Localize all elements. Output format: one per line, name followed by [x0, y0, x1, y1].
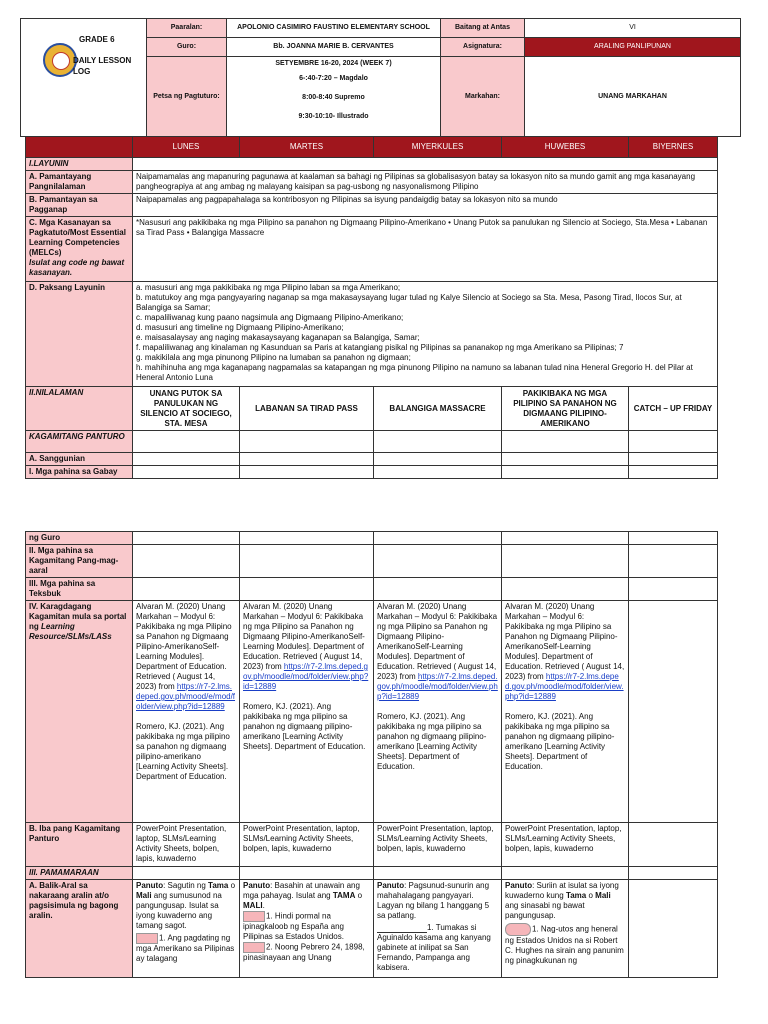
answer-oval-icon[interactable] [505, 923, 531, 936]
topic-miyerkules: BALANGIGA MASSACRE [374, 387, 502, 431]
reference-link[interactable]: https://r7-2.lms.deped.gov.ph/moodle/mod/folder/view.php?id=12889 [243, 662, 369, 691]
objective-item: c. mapaliliwanag kung paano nagsimula ang Digmaang Pilipino-Amerikano; [136, 313, 404, 322]
topic-huwebes: PAKIKIBAKA NG MGA PILIPINO SA PANAHON NG DIGMAANG PILIPINO-AMERIKANO [502, 387, 629, 431]
panuto-text: : Suriin at isulat sa iyong kuwaderno kung [505, 881, 619, 900]
guro-value: Bb. JOANNA MARIE B. CERVANTES [227, 38, 441, 57]
reference-text-2: Romero, KJ. (2021). Ang pakikibaka ng mga pilipino sa panahon ng digmaang pilipino-amerikano [Learning Activity Sheets]. Department of Education. [136, 722, 230, 781]
melc-label: C. Mga Kasanayan sa Pagkatuto/Most Essential Learning Competencies (MELCs) [29, 218, 126, 257]
topic-martes: LABANAN SA TIRAD PASS [240, 387, 374, 431]
paaralan-value: APOLONIO CASIMIRO FAUSTINO ELEMENTARY SCHOOL [227, 19, 441, 38]
reference-text-2: Romero, KJ. (2021). Ang pakikibaka ng mga pilipino sa panahon ng digmaang pilipino-amerikano [Learning Activity Sheets]. Department of Education. [377, 712, 487, 771]
reference-link[interactable]: https://r7-2.lms.deped.gov.ph/mood/e/mod/folder/view.php?id=12889 [136, 682, 236, 711]
mali-word: Mali [595, 891, 611, 900]
reference-text: Alvaran M. (2020) Unang Markahan – Modyul 6: Pakikibaka ng mga Pilipino sa Panahon ng Digmaang Pilipino-AmerikanoSelf-Learning Modules]. Department of Education. Retrieved ( August 14, 2023) from [377, 602, 498, 681]
question-item: 1. Tumakas si Aguinaldo kasama ang kanyang gabinete at inilipat sa San Fernando, Pampanga ang kabisera. [377, 923, 491, 972]
panuto-text: ang sumusunod na pangungusap. Isulat sa iyong kuwaderno ang tamang sagot. [136, 891, 222, 930]
panuto-text: ang sinasabi ng bawat pangungusap. [505, 901, 585, 920]
kagamitang-pang-mag-aaral-label: II. Mga pahina sa Kagamitang Pang-mag-aaral [26, 545, 133, 578]
iba-pang-kagamitan-label: B. Iba pang Kagamitang Panturo [26, 823, 133, 867]
baitang-label: Baitang at Antas [441, 19, 525, 38]
panuto-text: o [228, 881, 236, 890]
balik-aral-miyerkules [374, 880, 502, 978]
panuto-text: : Pagsunud-sunurin ang mahahalagang pangyayari. Lagyan ng bilang 1 hanggang 5 sa patlang. [377, 881, 490, 920]
gabay-guro-label-part1: I. Mga pahina sa Gabay [26, 466, 133, 479]
gabay-guro-label-part2: ng Guro [26, 532, 133, 545]
materials-huwebes: PowerPoint Presentation, laptop, SLMs/Learning Activity Sheets, bolpen, lapis, kuwaderno [502, 823, 629, 867]
reference-link[interactable]: https://r7-2.lms.deped.gov.ph/moodle/mod/folder/view.php?id=12889 [377, 672, 498, 701]
header-block [20, 18, 740, 136]
answer-box-icon[interactable] [243, 911, 265, 922]
petsa-slot-2: 8:00-8:40 Supremo [302, 94, 365, 101]
objective-item: e. maisasalaysay ang naging makasaysayang kaganapan sa Balangiga, Samar; [136, 333, 420, 342]
panuto-label: Panuto [243, 881, 271, 890]
answer-box-icon[interactable] [136, 933, 158, 944]
panuto-text: : Basahin at unawain ang mga pahayag. Isulat ang [243, 881, 360, 900]
materials-miyerkules: PowerPoint Presentation, laptop, SLMs/Learning Activity Sheets, bolpen, lapis, kuwaderno [374, 823, 502, 867]
melc-text: *Nasusuri ang pakikibaka ng mga Pilipino sa panahon ng Digmaang Pilipino-Amerikano • Unang Putok sa panulukan ng Silencio at Sociego, Sta.Mesa • Labanan sa Tirad Pass • Balangiga Massacre [133, 217, 718, 282]
mali-word: Mali [136, 891, 152, 900]
petsa-slot-1: 6-:40-7:20 – Magdalo [299, 75, 368, 82]
teksbuk-label: III. Mga pahina sa Teksbuk [26, 578, 133, 601]
markahan-value: UNANG MARKAHAN [525, 57, 741, 137]
karagdagang-kagamitan-text: IV. Karagdagang Kagamitan mula sa portal ng [29, 602, 127, 631]
answer-box-icon[interactable] [243, 942, 265, 953]
question-item: 1. Ang pagdating ng mga Amerikano sa Pilipinas ay talagang [136, 933, 235, 963]
reference-cell-miyerkules [374, 601, 502, 823]
karagdagang-kagamitan-label [26, 601, 133, 823]
day-lunes: LUNES [133, 137, 240, 158]
paksang-layunin-label: D. Paksang Layunin [26, 282, 133, 387]
petsa-value [227, 57, 441, 137]
tama-word: TAMA [332, 891, 356, 900]
reference-text: Alvaran M. (2020) Unang Markahan – Modyul 6: Pakikibaka ng mga Pilipino sa Panahon ng Digmaang Pilipino-AmerikanoSelf-Learning Modules]. Department of Education. Retrieved ( August 14, 2023) from [505, 602, 625, 681]
panuto-text: : Sagutin ng [163, 881, 209, 890]
guro-label: Guro: [147, 38, 227, 57]
grade-label: GRADE 6 [79, 35, 115, 44]
pamantayan-pagganap-text: Naipapamalas ang pagpapahalaga sa kontribosyon ng Pilipinas sa isyung pandaigdig batay sa lokasyon nito sa mundo [133, 194, 718, 217]
log-title: DAILY LESSON LOG [73, 56, 132, 76]
objective-item: a. masusuri ang mga pakikibaka ng mga Pilipino laban sa mga Amerikano; [136, 283, 401, 292]
balik-aral-huwebes [502, 880, 629, 978]
kagamitan-title: KAGAMITANG PANTURO [26, 431, 133, 453]
lesson-table-page-1 [25, 136, 717, 479]
balik-aral-lunes [133, 880, 240, 978]
pamantayang-pangnilalaman-label: A. Pamantayang Pangnilalaman [26, 171, 133, 194]
petsa-slot-3: 9:30-10:10- Illustrado [298, 113, 369, 120]
asignatura-value: ARALING PANLIPUNAN [525, 38, 741, 57]
question-item: 1. Hindi pormal na ipinagkaloob ng España ang Pilipinas sa Estados Unidos. [243, 911, 344, 941]
topic-biyernes: CATCH – UP FRIDAY [629, 387, 718, 431]
answer-blank[interactable] [377, 924, 427, 933]
petsa-week: SETYEMBRE 16-20, 2024 (WEEK 7) [275, 60, 392, 67]
day-miyerkules: MIYERKULES [374, 137, 502, 158]
karagdagang-kagamitan-ital: Learning Resource/SLMs/LASs [29, 622, 112, 641]
question-item: 1. Nag-utos ang heneral ng Estados Unidos na si Robert C. Hughes na sirain ang panunim ng pinagkukunan ng [505, 924, 624, 965]
reference-text-2: Romero, KJ. (2021). Ang pakikibaka ng mga pilipino sa panahon ng digmaang pilipino-amerikano [Learning Activity Sheets]. Department of Education. [243, 702, 366, 751]
balik-aral-martes [240, 880, 374, 978]
reference-text: Alvaran M. (2020) Unang Markahan – Modyul 6: Pakikibaka ng mga Pilipino sa Panahon ng Digmaang Pilipino-AmerikanoSelf-Learning Modules]. Department of Education. Retrieved ( August 14, 2023) from [136, 602, 232, 691]
pamantayan-pagganap-label: B. Pamantayan sa Pagganap [26, 194, 133, 217]
nilalaman-title: II.NILALAMAN [26, 387, 133, 431]
balik-aral-label: A. Balik-Aral sa nakaraang aralin at/o pagsisimula ng bagong aralin. [26, 880, 133, 978]
objective-item: h. mahihinuha ang mga kaganapang nagpamalas sa katapangan ng mga pinunong Pilipino na namuno sa labanan tulad nina Heneral Gregorio H. del Pilar at Heneral Antonio Luna [136, 363, 693, 382]
deped-logo-icon [43, 43, 77, 77]
reference-text: Alvaran M. (2020) Unang Markahan – Modyul 6: Pakikibaka ng mga Pilipino sa Panahon ng Digmaang Pilipino-AmerikanoSelf-Learning Modules]. Department of Education. Retrieved ( August 14, 2023) from [243, 602, 365, 671]
day-martes: MARTES [240, 137, 374, 158]
tama-word: Tama [565, 891, 587, 900]
mali-word: MALI [243, 901, 263, 910]
paaralan-label: Paaralan: [147, 19, 227, 38]
pamantayang-pangnilalaman-text: Naipamamalas ang mapanuring pagunawa at kaalaman sa bahagi ng Pilipinas sa globalisasyon batay sa lokasyon nito sa mundo gamit ang mga kasanayang pangheograpiya at ang ambag ng malayang kaisipan sa pag-usbong ng nasyonalismong Pilipino [133, 171, 718, 194]
panuto-label: Panuto [377, 881, 405, 890]
panuto-text: o [586, 891, 596, 900]
melc-note: Isulat ang code ng bawat kasanayan. [29, 258, 125, 277]
tama-word: Tama [208, 881, 229, 890]
reference-cell-martes [240, 601, 374, 823]
melc-label-cell [26, 217, 133, 282]
panuto-text: o [355, 891, 363, 900]
materials-lunes: PowerPoint Presentation, laptop, SLMs/Learning Activity Sheets, bolpen, lapis, kuwaderno [133, 823, 240, 867]
petsa-label: Petsa ng Pagtuturo: [147, 57, 227, 137]
markahan-label: Markahan: [441, 57, 525, 137]
reference-cell-huwebes [502, 601, 629, 823]
reference-link[interactable]: https://r7-2.lms.deped.gov.ph/moodle/mod/folder/view.php?id=12889 [505, 672, 624, 701]
reference-cell-lunes [133, 601, 240, 823]
layunin-title: I.LAYUNIN [26, 158, 133, 171]
asignatura-label: Asignatura: [441, 38, 525, 57]
objective-item: b. matutukoy ang mga pangyayaring naganap sa mga makasaysayang lugar tulad ng Kalye Silencio at Sociego sa Sta. Mesa, Pasong Tirad, Ilocos Sur, at Balangiga sa Samar; [136, 293, 682, 312]
sanggunian-label: A. Sanggunian [26, 453, 133, 466]
panuto-label: Panuto [505, 881, 533, 890]
reference-text-2: Romero, KJ. (2021). Ang pakikibaka ng mga pilipino sa panahon ng digmaang pilipino-amerikano [Learning Activity Sheets]. Department of Education. [505, 712, 615, 771]
day-huwebes: HUWEBES [502, 137, 629, 158]
question-item: 2. Noong Pebrero 24, 1898, pinasinayaan ang Unang [243, 942, 365, 962]
day-biyernes: BIYERNES [629, 137, 718, 158]
materials-martes: PowerPoint Presentation, laptop, SLMs/Learning Activity Sheets, bolpen, lapis, kuwaderno [240, 823, 374, 867]
objective-item: g. makikilala ang mga pinunong Pilipino na lumaban sa panahon ng digmaan; [136, 353, 411, 362]
objective-item: d. masusuri ang timeline ng Digmaang Pilipino-Amerikano; [136, 323, 344, 332]
baitang-value: VI [525, 19, 741, 38]
panuto-label: Panuto [136, 881, 164, 890]
topic-lunes: UNANG PUTOK SA PANULUKAN NG SILENCIO AT SOCIEGO, STA. MESA [133, 387, 240, 431]
lesson-table-page-2 [25, 531, 717, 978]
objective-item: f. mapaliliwanag ang kinalaman ng Kasunduan sa Paris at katangiang pisikal ng Pilipinas sa pananakop ng mga Amerikano sa Pilipinas; 7 [136, 343, 624, 352]
pamamaraan-title: III. PAMAMARAAN [26, 867, 133, 880]
panuto-text: . [262, 901, 265, 910]
paksang-layunin-list [133, 282, 718, 387]
school-logo-cell [21, 19, 147, 137]
